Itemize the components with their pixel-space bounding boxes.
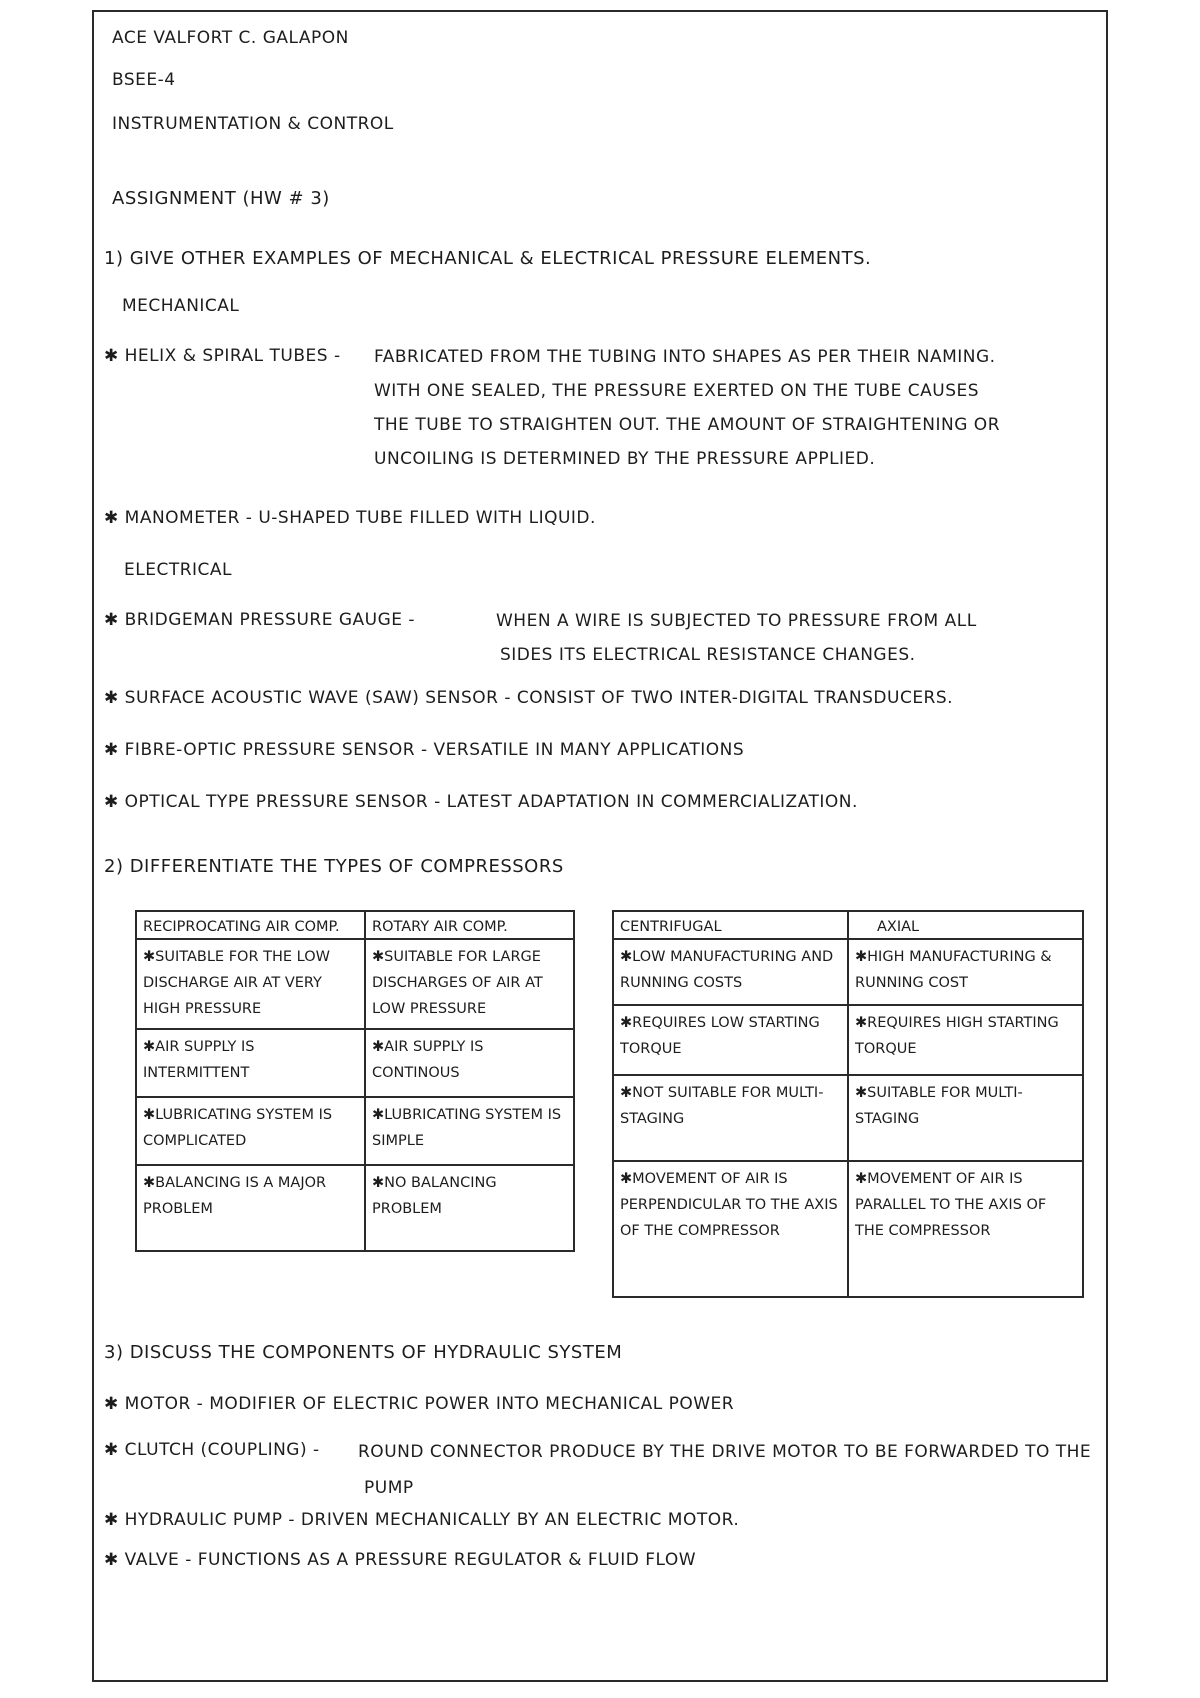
question-3: 3) DISCUSS THE COMPONENTS OF HYDRAULIC SYSTEM	[104, 1342, 623, 1363]
helix-term: ✱ HELIX & SPIRAL TUBES -	[104, 346, 341, 366]
table-header: AXIAL	[848, 911, 1083, 939]
table-cell: ✱ HIGH MANUFACTURING & RUNNING COST	[848, 939, 1083, 1005]
table-cell: ✱ REQUIRES HIGH STARTING TORQUE	[848, 1005, 1083, 1075]
table-row	[613, 1161, 1083, 1297]
table-header: CENTRIFUGAL	[613, 911, 848, 939]
electrical-heading: ELECTRICAL	[124, 560, 233, 580]
table-row	[613, 939, 1083, 1005]
mechanical-heading: MECHANICAL	[122, 296, 240, 316]
table-header-row	[613, 911, 1083, 939]
helix-line: UNCOILING IS DETERMINED BY THE PRESSURE APPLIED.	[374, 449, 876, 469]
subject-title: INSTRUMENTATION & CONTROL	[112, 114, 394, 134]
valve-item: ✱ VALVE - FUNCTIONS AS A PRESSURE REGULATOR & FLUID FLOW	[104, 1550, 697, 1570]
bridgeman-description	[496, 604, 977, 672]
hydraulic-pump-item: ✱ HYDRAULIC PUMP - DRIVEN MECHANICALLY BY AN ELECTRIC MOTOR.	[104, 1510, 740, 1530]
optical-sensor-item: ✱ OPTICAL TYPE PRESSURE SENSOR - LATEST ADAPTATION IN COMMERCIALIZATION.	[104, 792, 858, 812]
bridgeman-term: ✱ BRIDGEMAN PRESSURE GAUGE -	[104, 610, 416, 630]
question-2: 2) DIFFERENTIATE THE TYPES OF COMPRESSORS	[104, 856, 564, 877]
table-header: ROTARY AIR COMP.	[365, 911, 574, 939]
helix-description	[374, 340, 1000, 476]
clutch-description	[358, 1434, 1091, 1506]
table-cell: ✱ NOT SUITABLE FOR MULTI-STAGING	[613, 1075, 848, 1161]
bridgeman-line: SIDES ITS ELECTRICAL RESISTANCE CHANGES.	[500, 645, 916, 665]
helix-line: THE TUBE TO STRAIGHTEN OUT. THE AMOUNT OF STRAIGHTENING OR	[374, 415, 1001, 435]
table-row	[613, 1005, 1083, 1075]
table-row	[136, 1097, 574, 1165]
assignment-title: ASSIGNMENT (HW # 3)	[112, 188, 330, 209]
course-code: BSEE-4	[112, 70, 176, 90]
helix-line: WITH ONE SEALED, THE PRESSURE EXERTED ON THE TUBE CAUSES	[374, 381, 980, 401]
fibre-optic-item: ✱ FIBRE-OPTIC PRESSURE SENSOR - VERSATILE IN MANY APPLICATIONS	[104, 740, 745, 760]
table-cell: ✱ REQUIRES LOW STARTING TORQUE	[613, 1005, 848, 1075]
table-header-row	[136, 911, 574, 939]
clutch-term: ✱ CLUTCH (COUPLING) -	[104, 1440, 320, 1460]
compressor-table-centrifugal-axial	[612, 910, 1084, 1298]
student-name: ACE VALFORT C. GALAPON	[112, 28, 349, 48]
table-cell: ✱ AIR SUPPLY IS CONTINOUS	[365, 1029, 574, 1097]
table-cell: ✱ LOW MANUFACTURING AND RUNNING COSTS	[613, 939, 848, 1005]
table-row	[136, 939, 574, 1029]
manometer-item: ✱ MANOMETER - U-SHAPED TUBE FILLED WITH LIQUID.	[104, 508, 596, 528]
clutch-line: ROUND CONNECTOR PRODUCE BY THE DRIVE MOTOR TO BE FORWARDED TO THE	[358, 1442, 1092, 1462]
saw-sensor-item: ✱ SURFACE ACOUSTIC WAVE (SAW) SENSOR - CONSIST OF TWO INTER-DIGITAL TRANSDUCERS.	[104, 688, 954, 708]
table-row	[136, 1029, 574, 1097]
table-cell: ✱ SUITABLE FOR THE LOW DISCHARGE AIR AT VERY HIGH PRESSURE	[136, 939, 365, 1029]
table-cell: ✱ SUITABLE FOR LARGE DISCHARGES OF AIR AT LOW PRESSURE	[365, 939, 574, 1029]
motor-item: ✱ MOTOR - MODIFIER OF ELECTRIC POWER INTO MECHANICAL POWER	[104, 1394, 735, 1414]
table-cell: ✱ BALANCING IS A MAJOR PROBLEM	[136, 1165, 365, 1251]
table-cell: ✱ LUBRICATING SYSTEM IS COMPLICATED	[136, 1097, 365, 1165]
table-header: RECIPROCATING AIR COMP.	[136, 911, 365, 939]
table-cell: ✱ MOVEMENT OF AIR IS PARALLEL TO THE AXIS OF THE COMPRESSOR	[848, 1161, 1083, 1297]
clutch-line: PUMP	[364, 1478, 414, 1498]
table-cell: ✱ AIR SUPPLY IS INTERMITTENT	[136, 1029, 365, 1097]
table-row	[613, 1075, 1083, 1161]
bridgeman-line: WHEN A WIRE IS SUBJECTED TO PRESSURE FROM ALL	[496, 611, 977, 631]
table-row	[136, 1165, 574, 1251]
compressor-table-reciprocating-rotary	[135, 910, 575, 1252]
table-cell: ✱ LUBRICATING SYSTEM IS SIMPLE	[365, 1097, 574, 1165]
helix-line: FABRICATED FROM THE TUBING INTO SHAPES AS PER THEIR NAMING.	[374, 347, 996, 367]
question-1: 1) GIVE OTHER EXAMPLES OF MECHANICAL & ELECTRICAL PRESSURE ELEMENTS.	[104, 248, 872, 269]
table-cell: ✱ MOVEMENT OF AIR IS PERPENDICULAR TO THE AXIS OF THE COMPRESSOR	[613, 1161, 848, 1297]
table-cell: ✱ NO BALANCING PROBLEM	[365, 1165, 574, 1251]
table-cell: ✱ SUITABLE FOR MULTI-STAGING	[848, 1075, 1083, 1161]
